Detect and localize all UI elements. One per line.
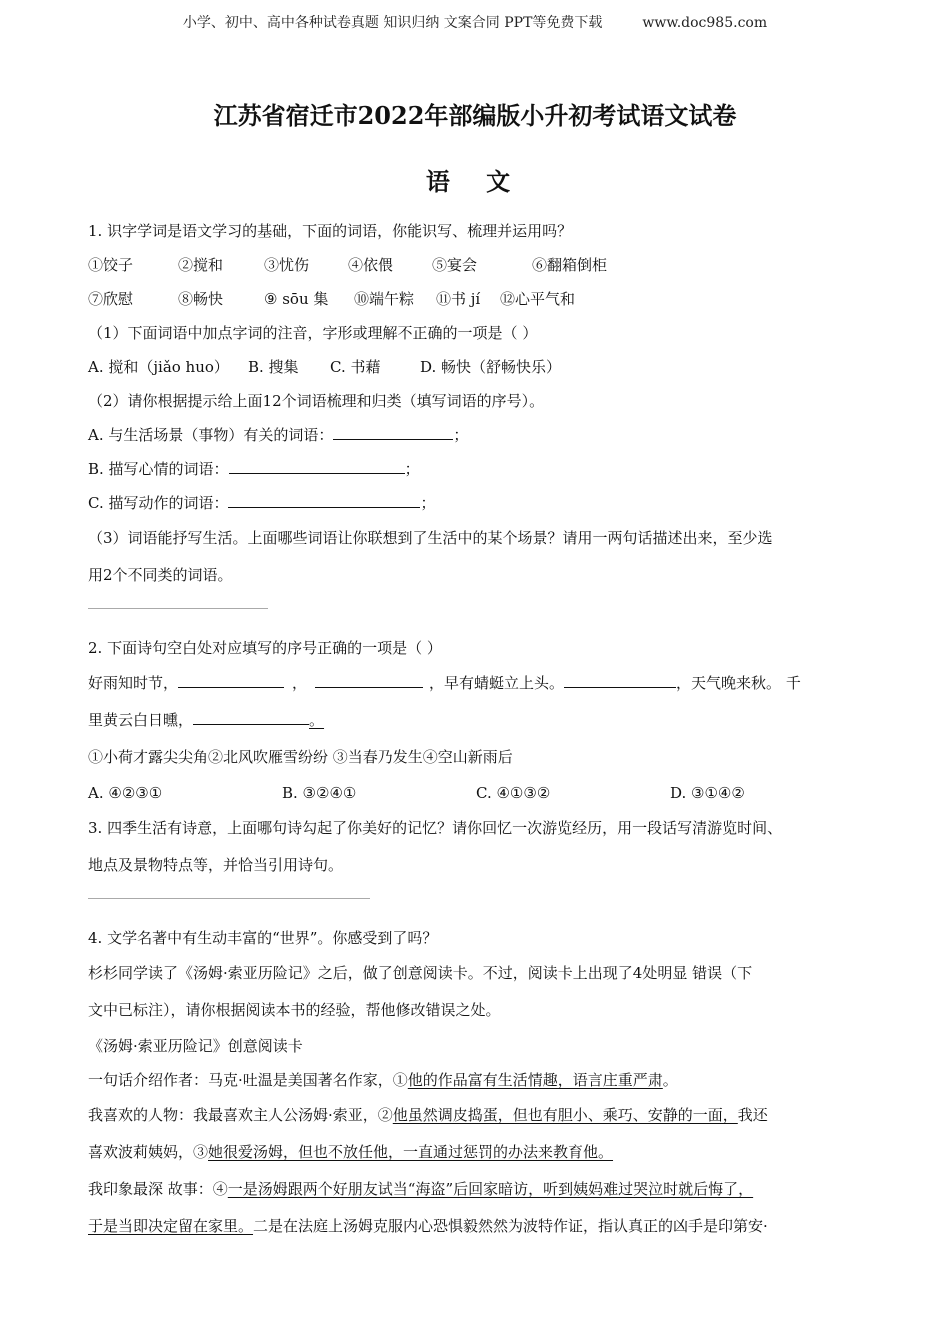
option-c: C. 书藉 — [330, 358, 381, 376]
card-text: 二是在法庭上汤姆克服内心恐惧毅然然为波特作证，指认真正的凶手是印第安· — [253, 1217, 768, 1235]
card-text: 我喜欢的人物：我最喜欢主人公汤姆·索亚，② — [88, 1106, 393, 1124]
card-text: 。 — [662, 1071, 678, 1089]
q2-options — [88, 776, 868, 810]
reading-card-title: 《汤姆·索亚历险记》创意阅读卡 — [88, 1037, 303, 1055]
prompt-label: A. 与生活场景（事物）有关的词语： — [88, 426, 334, 444]
word-item: ④依偎 — [348, 256, 394, 274]
q1-sub2: （2）请你根据提示给上面12个词语梳理和归类（填写词语的序号）。 — [88, 392, 545, 410]
q1-sub2-a — [88, 418, 868, 452]
word-item: ⑦欣慰 — [88, 290, 134, 308]
word-item: ⑩端午粽 — [354, 290, 415, 308]
poem-blank-1[interactable] — [178, 667, 284, 688]
poem-text: ， — [292, 674, 308, 692]
q1-sub1-options — [88, 350, 868, 384]
option-a: A. 搅和（jiǎo huo） — [88, 358, 229, 376]
word-item: ①饺子 — [88, 256, 134, 274]
answer-blank-a[interactable] — [333, 419, 453, 440]
marked-error-4: 一是汤姆跟两个好朋友试当“海盗”后回家暗访，听到姨妈难过哭泣时就后悔了， — [227, 1180, 754, 1198]
option-d: D. 畅快（舒畅快乐） — [420, 358, 562, 376]
option-b: B. 搜集 — [248, 358, 299, 376]
word-item: ⑤宴会 — [432, 256, 478, 274]
poem-blank-4[interactable] — [193, 704, 309, 725]
q1-sub1: （1）下面词语中加点字词的注音，字形或理解不正确的一项是（ ） — [88, 324, 538, 342]
word-item: ⑫心平气和 — [500, 290, 576, 308]
word-item: ⑥翻箱倒柜 — [532, 256, 608, 274]
word-item: ⑧畅快 — [178, 290, 224, 308]
end-mark: ； — [420, 494, 436, 512]
q4-intro-line1: 杉杉同学读了《汤姆·索亚历险记》之后，做了创意阅读卡。不过，阅读卡上出现了4处明显 错误（下 — [88, 964, 753, 982]
q2-choices: ①小荷才露尖尖角②北风吹雁雪纷纷 ③当春乃发生④空山新雨后 — [88, 748, 513, 766]
q1-sub2-c — [88, 486, 868, 520]
poem-text: 好雨知时节， — [88, 674, 179, 692]
card-text: 我印象最深 故事：④ — [88, 1180, 228, 1198]
marked-error-4-cont: 于是当即决定留在家里。 — [88, 1217, 254, 1235]
exam-title: 江苏省宿迁市2022年部编版小升初考试语文试卷 — [213, 101, 737, 130]
answer-divider — [88, 898, 370, 899]
word-item: ②搅和 — [178, 256, 224, 274]
poem-text: ，早有蜻蜓立上头。 — [429, 674, 565, 692]
q1-stem: 1. 识字学词是语文学习的基础，下面的词语，你能识写、梳理并运用吗？ — [88, 222, 573, 240]
option-b: B. ③②④① — [282, 784, 357, 802]
card-character-line2 — [88, 1134, 868, 1171]
q2-poem-line1 — [88, 665, 868, 702]
page-header — [0, 12, 950, 32]
poem-text: ，天气晚来秋。 千 — [676, 674, 801, 692]
q1-sub3-line2: 用2个不同类的词语。 — [88, 566, 233, 584]
card-author-line — [88, 1063, 868, 1097]
q3-line2: 地点及景物特点等，并恰当引用诗句。 — [88, 856, 344, 874]
header-url[interactable]: www.doc985.com — [642, 15, 768, 31]
header-text: 小学、初中、高中各种试卷真题 知识归纳 文案合同 PPT等免费下载 — [182, 15, 603, 31]
prompt-label: B. 描写心情的词语： — [88, 460, 229, 478]
q2-stem: 2. 下面诗句空白处对应填写的序号正确的一项是（ ） — [88, 639, 442, 657]
poem-end: 。 — [309, 711, 325, 729]
card-text: 我还 — [737, 1106, 768, 1124]
q2-poem-line2 — [88, 702, 868, 739]
card-text: 喜欢波莉姨妈，③ — [88, 1143, 209, 1161]
poem-text: 里黄云白日曛， — [88, 711, 194, 729]
q1-words-row-2 — [88, 282, 868, 316]
option-d: D. ③①④② — [670, 784, 745, 802]
q3-line1: 3. 四季生活有诗意，上面哪句诗勾起了你美好的记忆？请你回忆一次游览经历，用一段话写清游览时间、 — [88, 819, 783, 837]
card-character-line1 — [88, 1097, 868, 1134]
poem-blank-2[interactable] — [315, 667, 423, 688]
marked-error-3: 她很爱汤姆，但也不放任他，一直通过惩罚的办法来教育他。 — [208, 1143, 614, 1161]
end-mark: ； — [404, 460, 420, 478]
card-story-line1 — [88, 1171, 868, 1208]
answer-divider — [88, 608, 268, 609]
word-item: ③忧伤 — [264, 256, 310, 274]
prompt-label: C. 描写动作的词语： — [88, 494, 229, 512]
q4-stem: 4. 文学名著中有生动丰富的“世界”。你感受到了吗？ — [88, 929, 438, 947]
q1-sub3-line1: （3）词语能抒写生活。上面哪些词语让你联想到了生活中的某个场景？请用一两句话描述出来，至少选 — [88, 529, 773, 547]
answer-blank-c[interactable] — [228, 487, 420, 508]
poem-blank-3[interactable] — [564, 667, 676, 688]
word-item: ⑪书 jí — [436, 290, 481, 308]
q1-words-row-1 — [88, 248, 868, 282]
marked-error-1: 他的作品富有生活情趣，语言庄重严肃 — [407, 1071, 663, 1089]
word-item: ⑨ sōu 集 — [264, 290, 329, 308]
end-mark: ； — [453, 426, 469, 444]
q4-intro-line2: 文中已标注），请你根据阅读本书的经验，帮他修改错误之处。 — [88, 1001, 501, 1019]
card-story-line2 — [88, 1208, 868, 1245]
exam-body — [88, 214, 868, 1245]
card-text: 一句话介绍作者：马克·吐温是美国著名作家，① — [88, 1071, 408, 1089]
option-c: C. ④①③② — [476, 784, 551, 802]
q1-sub2-b — [88, 452, 868, 486]
subject-title: 语 文 — [425, 167, 525, 196]
answer-blank-b[interactable] — [229, 453, 405, 474]
marked-error-2: 他虽然调皮捣蛋，但也有胆小、乘巧、安静的一面， — [392, 1106, 738, 1124]
option-a: A. ④②③① — [88, 784, 163, 802]
